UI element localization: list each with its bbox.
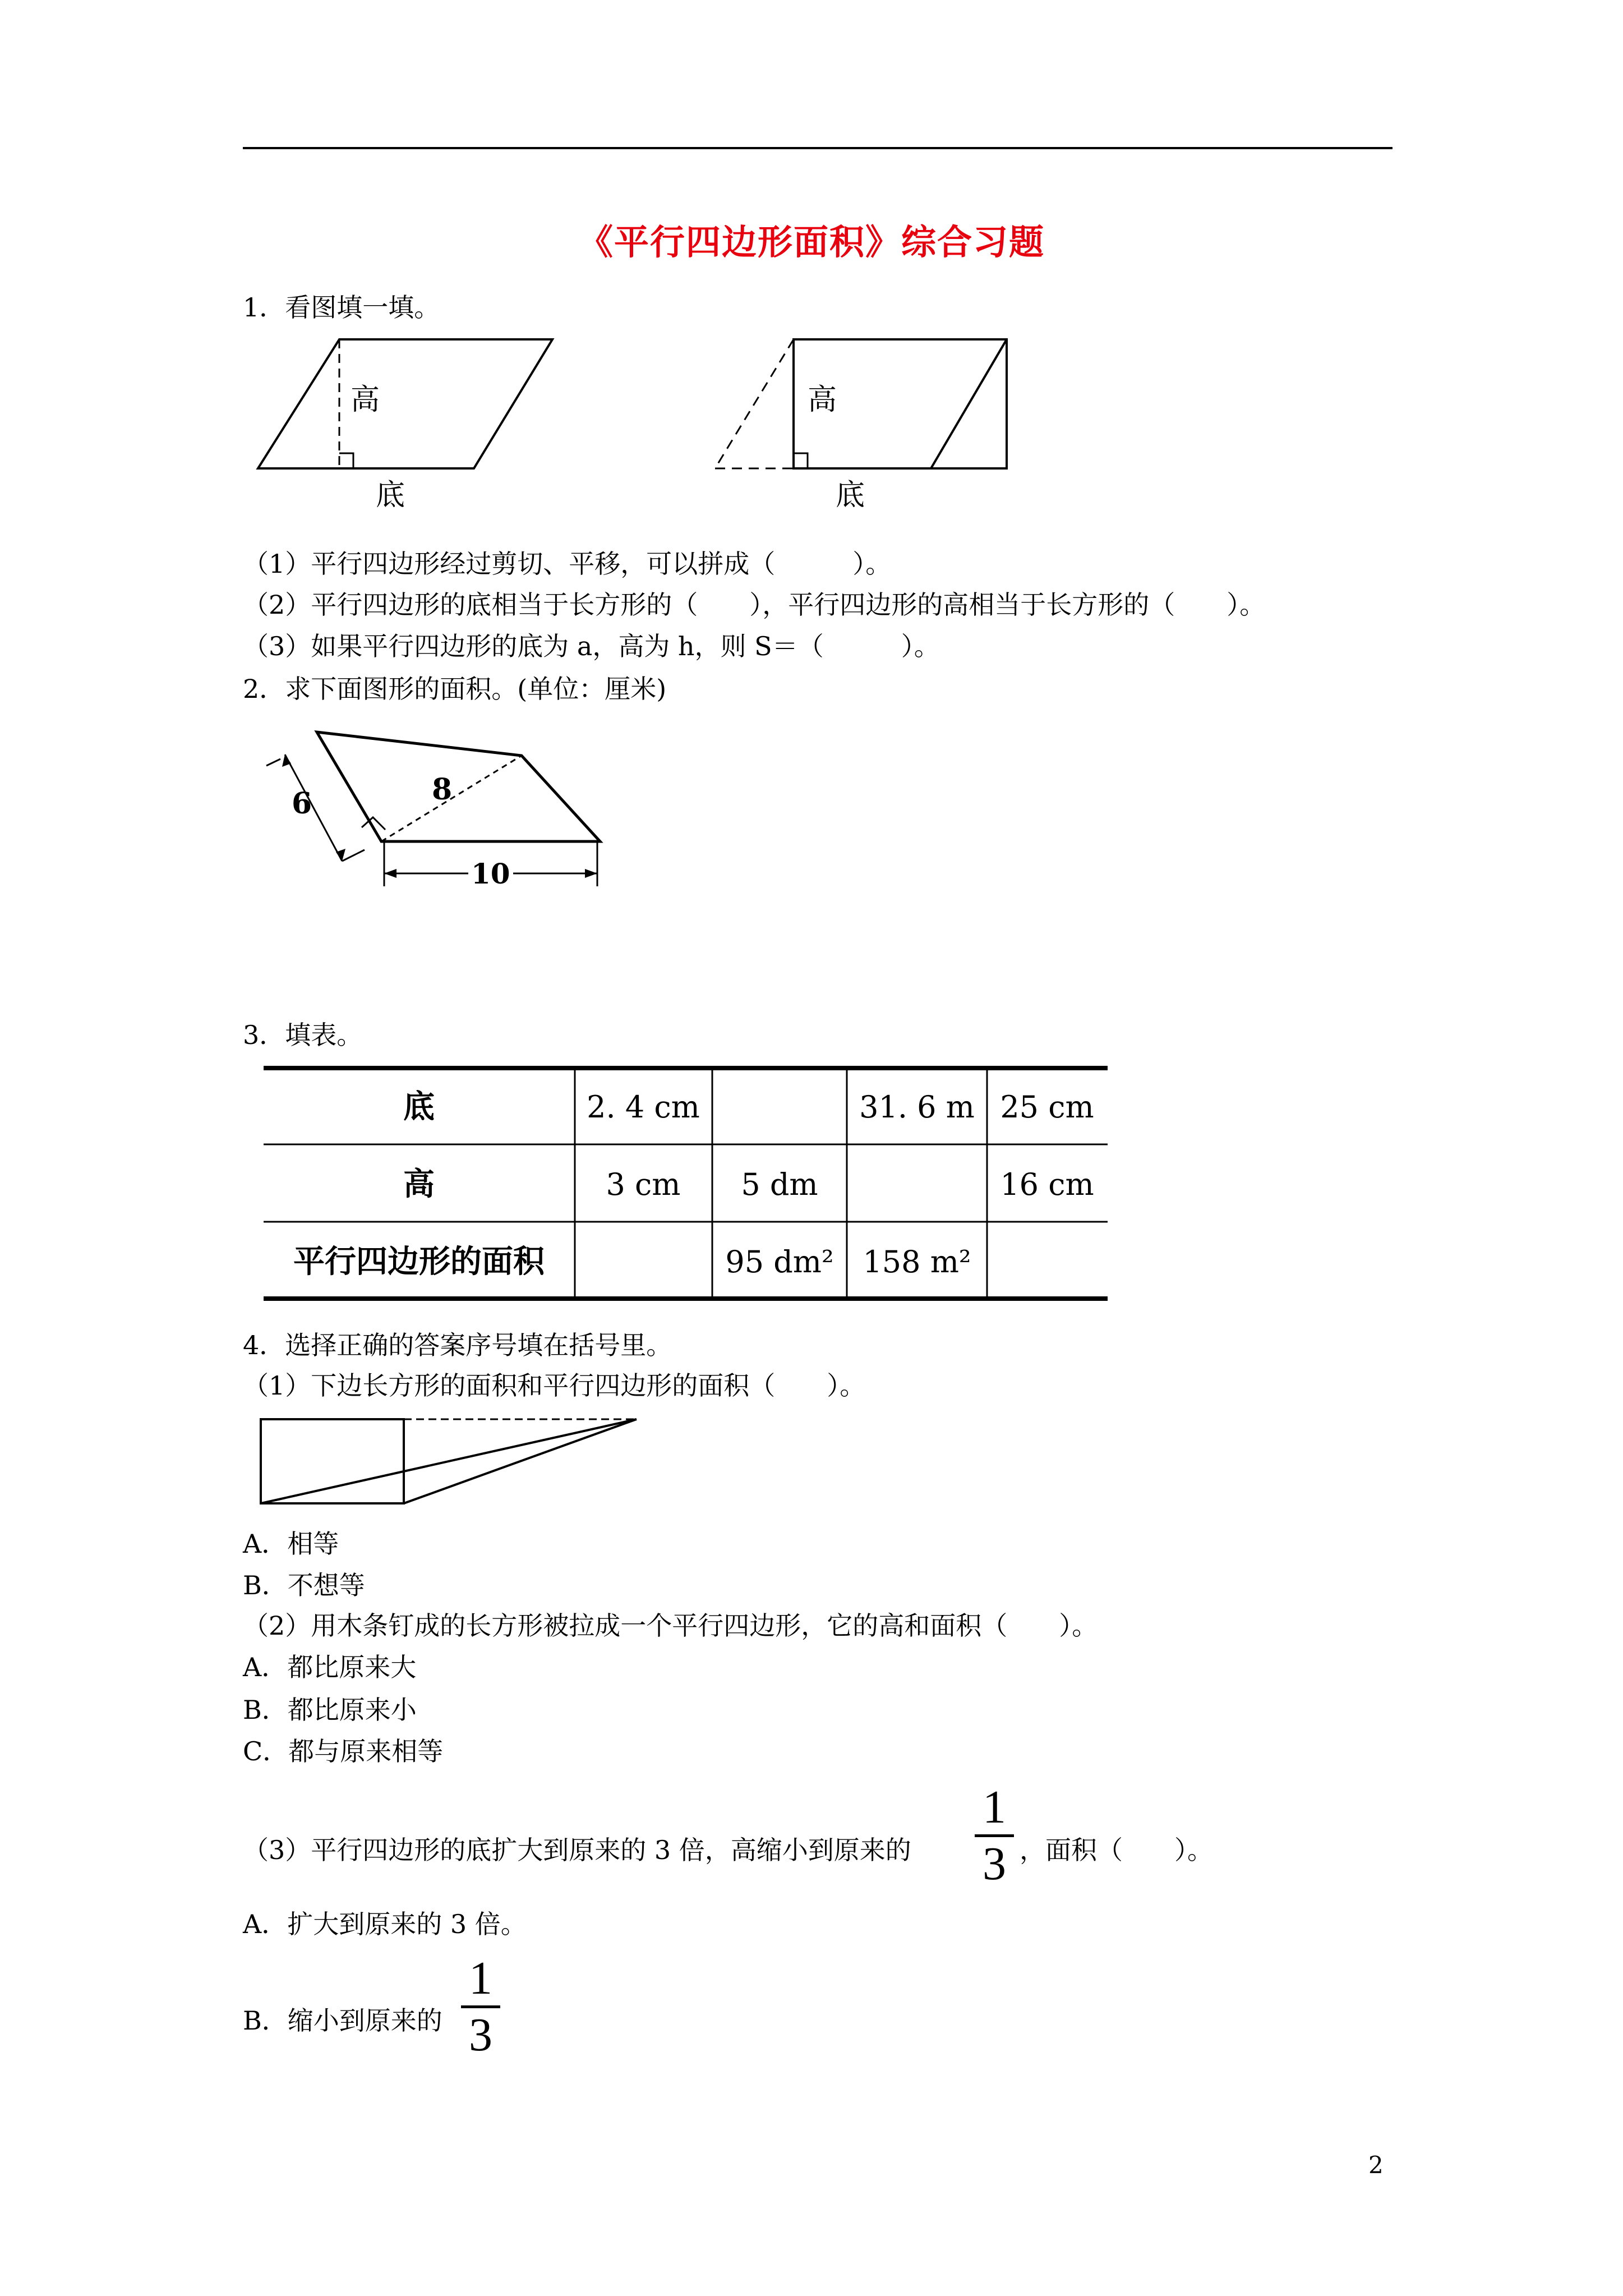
q4-part2-option-b: B．都比原来小 bbox=[243, 1695, 417, 1725]
page-number: 2 bbox=[1368, 2151, 1384, 2179]
q1-sub1: （1）平行四边形经过剪切、平移，可以拼成（ ）。 bbox=[243, 549, 892, 579]
q1-sub3: （3）如果平行四边形的底为 a，高为 h，则 S＝（ ）。 bbox=[243, 631, 940, 661]
q1-stem: 1．看图填一填。 bbox=[243, 292, 440, 323]
q4-part1-option-a: A．相等 bbox=[243, 1529, 339, 1559]
q2-label-8: 8 bbox=[432, 772, 453, 807]
q4-part3-option-b-fraction bbox=[461, 1952, 500, 2061]
fraction-bar bbox=[461, 2005, 500, 2008]
q1-figure-parallelogram bbox=[247, 331, 594, 527]
q4-part2-option-c: C．都与原来相等 bbox=[243, 1736, 444, 1766]
page-title: 《平行四边形面积》综合习题 bbox=[578, 222, 1045, 263]
q3-cell: 16 cm bbox=[1000, 1167, 1094, 1202]
fraction-denominator: 3 bbox=[983, 1838, 1006, 1890]
q4-stem: 4．选择正确的答案序号填在括号里。 bbox=[243, 1330, 672, 1360]
q2-stem: 2．求下面图形的面积。(单位：厘米) bbox=[243, 674, 667, 704]
q4-figure-rect-parallelogram bbox=[255, 1414, 648, 1515]
fraction-numerator: 1 bbox=[983, 1781, 1006, 1833]
q3-cell: 2. 4 cm bbox=[587, 1089, 700, 1125]
q3-cell: 5 dm bbox=[741, 1167, 818, 1202]
q4-part3-fraction bbox=[975, 1781, 1014, 1890]
q3-cell: 25 cm bbox=[1000, 1089, 1094, 1125]
q1-fig2-height-label: 高 bbox=[808, 383, 837, 417]
fraction-denominator: 3 bbox=[469, 2009, 492, 2061]
q3-table bbox=[264, 1066, 1110, 1310]
q2-label-6: 6 bbox=[292, 786, 312, 821]
q2-figure-parallelogram bbox=[258, 721, 617, 900]
q3-cell: 95 dm² bbox=[725, 1244, 834, 1280]
q3-row-header-area: 平行四边形的面积 bbox=[293, 1243, 545, 1280]
q4-part1: （1）下边长方形的面积和平行四边形的面积（ ）。 bbox=[243, 1370, 866, 1401]
q4-part3-option-a: A．扩大到原来的 3 倍。 bbox=[243, 1909, 527, 1939]
fraction-bar bbox=[975, 1834, 1014, 1837]
q3-row-header-height: 高 bbox=[403, 1166, 435, 1203]
q1-sub2: （2）平行四边形的底相当于长方形的（ ），平行四边形的高相当于长方形的（ ）。 bbox=[243, 590, 1266, 620]
q4-part2-option-a: A．都比原来大 bbox=[243, 1652, 417, 1682]
q4-part3-option-b: B．缩小到原来的 bbox=[243, 2005, 442, 2036]
q3-stem: 3．填表。 bbox=[243, 1020, 363, 1050]
fraction-numerator: 1 bbox=[469, 1952, 492, 2004]
header-rule bbox=[243, 147, 1393, 149]
q3-cell: 31. 6 m bbox=[859, 1089, 975, 1125]
q1-figure-rectangle bbox=[707, 331, 1032, 527]
q2-label-10: 10 bbox=[471, 857, 510, 890]
q4-part3-text-end: ，面积（ ）。 bbox=[1020, 1835, 1213, 1865]
q1-fig1-base-label: 底 bbox=[376, 478, 405, 512]
q1-fig2-base-label: 底 bbox=[836, 478, 865, 512]
q3-cell: 158 m² bbox=[863, 1244, 971, 1280]
q3-row-header-base: 底 bbox=[403, 1088, 435, 1125]
q3-cell: 3 cm bbox=[606, 1167, 681, 1202]
q4-part1-option-b: B．不想等 bbox=[243, 1570, 365, 1600]
q4-part2: （2）用木条钉成的长方形被拉成一个平行四边形，它的高和面积（ ）。 bbox=[243, 1611, 1098, 1641]
q1-fig1-height-label: 高 bbox=[351, 383, 380, 417]
q4-part3-text: （3）平行四边形的底扩大到原来的 3 倍，高缩小到原来的 bbox=[243, 1835, 911, 1865]
